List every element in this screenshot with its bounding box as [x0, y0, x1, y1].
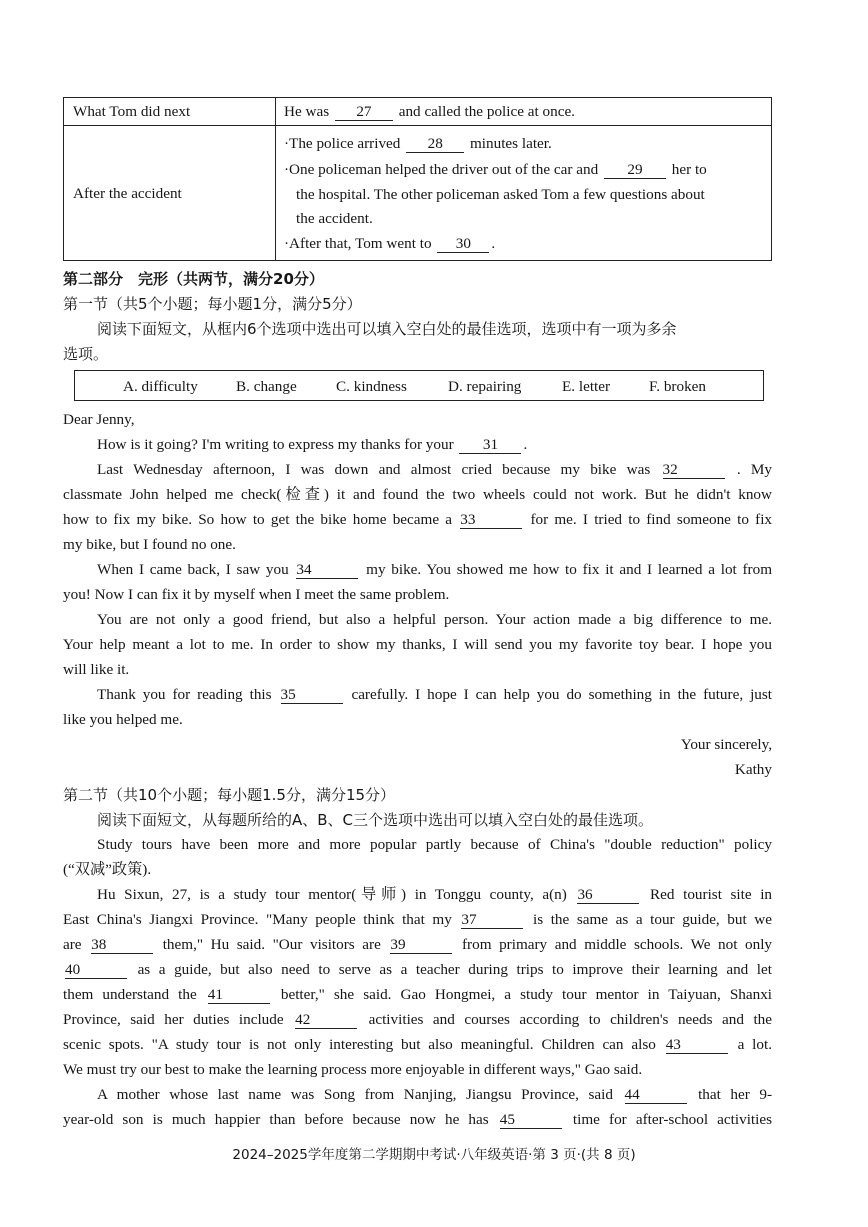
table-row-divider [64, 125, 771, 126]
passage-p2-line-8: We must try our best to make the learning process more enjoyable in different ways," Gao said. [63, 1061, 643, 1078]
option-f[interactable]: F. broken [649, 378, 706, 395]
letter-line-10: will like it. [63, 661, 130, 678]
blank-35[interactable]: 35 [281, 686, 343, 704]
letter-closing: Your sincerely, [680, 736, 772, 753]
blank-40[interactable]: 40 [65, 961, 127, 979]
table-row1-content: He was 27 and called the police at once. [284, 103, 575, 120]
blank-29[interactable]: 29 [604, 161, 666, 179]
passage-p2-line-2: East China's Jiangxi Province. "Many people think that my 37 is the same as a tour guide, but we [63, 911, 772, 928]
blank-32[interactable]: 32 [663, 461, 725, 479]
letter-line-11: Thank you for reading this 35 carefully. I hope I can help you do something in the future, just [97, 686, 773, 703]
table-column-divider [275, 98, 276, 260]
passage-p2-line-7: scenic spots. "A study tour is not only interesting but also meaningful. Children can also 43 a lot. [63, 1036, 772, 1053]
section1-instruction-2: 选项。 [63, 345, 109, 363]
passage-p2-line-5: them understand the 41 better," she said. Gao Hongmei, a study tour mentor in Taiyuan, Shanxi [63, 986, 773, 1003]
blank-37[interactable]: 37 [461, 911, 523, 929]
part2-heading: 第二部分 完形（共两节，满分20分） [63, 270, 324, 288]
blank-38[interactable]: 38 [91, 936, 153, 954]
blank-33[interactable]: 33 [460, 511, 522, 529]
table-bullet-2-line2: the hospital. The other policeman asked Tom a few questions about [296, 186, 705, 203]
letter-line-4: how to fix my bike. So how to get the bike home became a 33 for me. I tried to find someone to fix [63, 511, 773, 528]
blank-42[interactable]: 42 [295, 1011, 357, 1029]
option-d[interactable]: D. repairing [448, 378, 522, 395]
letter-line-1: How is it going? I'm writing to express my thanks for your 31 . [97, 436, 528, 453]
blank-27[interactable]: 27 [335, 103, 393, 121]
blank-36[interactable]: 36 [577, 886, 639, 904]
passage-p2-line-3: are 38 them," Hu said. "Our visitors are 39 from primary and middle schools. We not only [63, 936, 773, 953]
letter-line-6: When I came back, I saw you 34 my bike. You showed me how to fix it and I learned a lot from [97, 561, 773, 578]
letter-line-8: You are not only a good friend, but also a helpful person. Your action made a big difference to me. [97, 611, 772, 628]
section2-instruction: 阅读下面短文，从每题所给的A、B、C三个选项中选出可以填入空白处的最佳选项。 [97, 811, 654, 829]
passage-p2-line-4: 40 as a guide, but also need to serve as a teacher during trips to improve their learning and let [65, 961, 772, 978]
passage-p2-line-6: Province, said her duties include 42 activities and courses according to children's needs and the [63, 1011, 773, 1028]
option-c[interactable]: C. kindness [336, 378, 407, 395]
page-footer: 2024–2025学年度第二学期期中考试·八年级英语·第 3 页·(共 8 页) [232, 1147, 636, 1163]
letter-signature: Kathy [734, 761, 772, 778]
letter-salutation: Dear Jenny, [63, 411, 135, 428]
passage-p3-line-1: A mother whose last name was Song from Nanjing, Jiangsu Province, said 44 that her 9- [97, 1086, 773, 1103]
blank-43[interactable]: 43 [666, 1036, 728, 1054]
section2-heading: 第二节（共10个小题；每小题1.5分，满分15分） [63, 786, 396, 804]
passage-p3-line-2: year-old son is much happier than before because now he has 45 time for after-school activities [63, 1111, 773, 1128]
blank-28[interactable]: 28 [406, 135, 464, 153]
section1-instruction-1: 阅读下面短文，从框内6个选项中选出可以填入空白处的最佳选项，选项中有一项为多余 [97, 320, 677, 338]
blank-41[interactable]: 41 [208, 986, 270, 1004]
letter-line-7: you! Now I can fix it by myself when I meet the same problem. [63, 586, 450, 603]
letter-line-3: classmate John helped me check(检查) it and found the two wheels could not work. But he didn't know [63, 486, 772, 503]
blank-30[interactable]: 30 [437, 235, 489, 253]
section1-heading: 第一节（共5个小题；每小题1分，满分5分） [63, 295, 362, 313]
option-a[interactable]: A. difficulty [123, 378, 198, 395]
passage-p1-line-1: Study tours have been more and more popular partly because of China's "double reduction" policy [97, 836, 772, 853]
table-bullet-1: ·The police arrived 28 minutes later. [284, 135, 552, 152]
table-bullet-2-line3: the accident. [296, 210, 373, 227]
letter-line-2: Last Wednesday afternoon, I was down and almost cried because my bike was 32 . My [97, 461, 773, 478]
blank-34[interactable]: 34 [296, 561, 358, 579]
letter-line-5: my bike, but I found no one. [63, 536, 236, 553]
table-bullet-3: ·After that, Tom went to 30 . [284, 235, 496, 252]
blank-45[interactable]: 45 [500, 1111, 562, 1129]
option-e[interactable]: E. letter [562, 378, 611, 395]
letter-line-9: Your help meant a lot to me. In order to show my thanks, I will send you my favorite toy bear. I hope you [63, 636, 772, 653]
option-b[interactable]: B. change [236, 378, 297, 395]
blank-44[interactable]: 44 [625, 1086, 687, 1104]
letter-line-12: like you helped me. [63, 711, 183, 728]
table-row2-label: After the accident [73, 185, 182, 202]
table-row1-label: What Tom did next [73, 103, 191, 120]
blank-39[interactable]: 39 [390, 936, 452, 954]
blank-31[interactable]: 31 [459, 436, 521, 454]
passage-p1-line-2: (“双减”政策). [63, 861, 152, 878]
table-bullet-2: ·One policeman helped the driver out of the car and 29 her to [284, 161, 707, 178]
passage-p2-line-1: Hu Sixun, 27, is a study tour mentor(导师) in Tonggu county, a(n) 36 Red tourist site in [97, 886, 773, 903]
options-box [74, 370, 764, 401]
